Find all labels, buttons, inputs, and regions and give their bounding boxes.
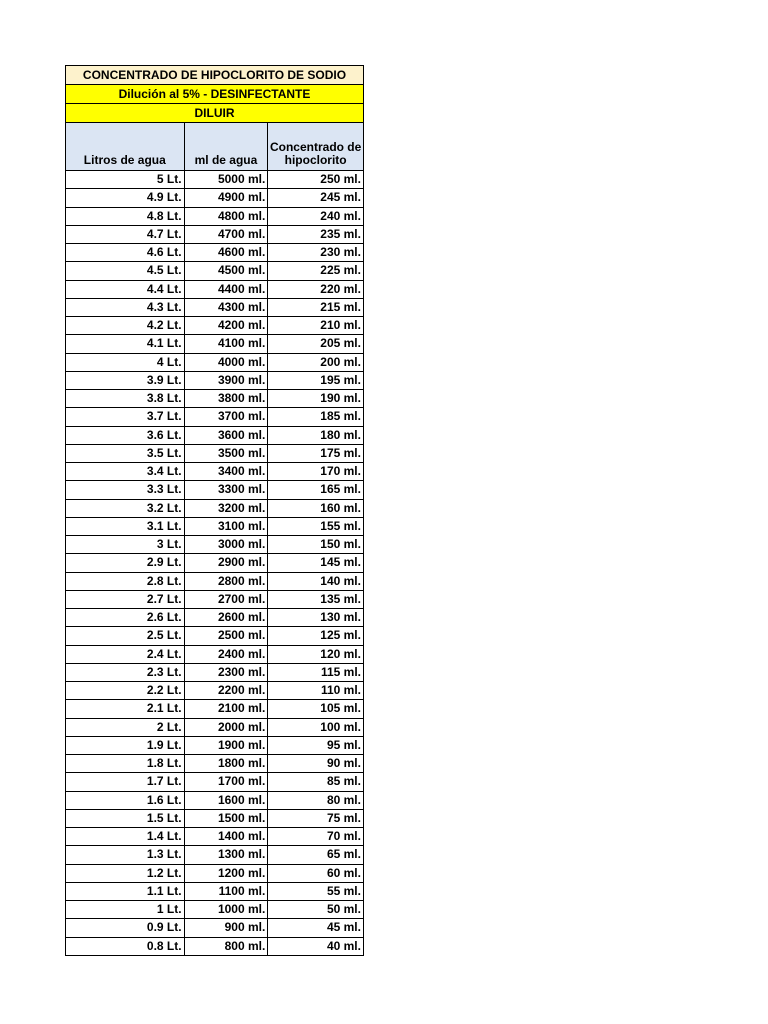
cell-ml: 3100 ml.	[185, 518, 269, 536]
table-row	[66, 317, 364, 335]
cell-litros: 4.9 Lt.	[66, 189, 185, 207]
cell-ml: 4000 ml.	[185, 354, 269, 372]
cell-ml: 4900 ml.	[185, 189, 269, 207]
cell-litros: 3.1 Lt.	[66, 518, 185, 536]
table-row	[66, 354, 364, 372]
table-row	[66, 810, 364, 828]
cell-ml: 1000 ml.	[185, 901, 269, 919]
cell-litros: 4 Lt.	[66, 354, 185, 372]
cell-litros: 5 Lt.	[66, 171, 185, 189]
table-row	[66, 408, 364, 426]
table-title: CONCENTRADO DE HIPOCLORITO DE SODIO	[66, 66, 364, 85]
cell-litros: 1.9 Lt.	[66, 737, 185, 755]
cell-litros: 4.8 Lt.	[66, 208, 185, 226]
cell-litros: 2.3 Lt.	[66, 664, 185, 682]
column-header-concentrado: Concentrado de hipoclorito	[268, 123, 364, 171]
cell-concentrado: 55 ml.	[268, 883, 364, 901]
cell-litros: 3 Lt.	[66, 536, 185, 554]
cell-ml: 2000 ml.	[185, 719, 269, 737]
cell-litros: 3.3 Lt.	[66, 481, 185, 499]
cell-concentrado: 205 ml.	[268, 335, 364, 353]
cell-concentrado: 105 ml.	[268, 700, 364, 718]
table-row	[66, 281, 364, 299]
cell-ml: 1300 ml.	[185, 846, 269, 864]
cell-ml: 4100 ml.	[185, 335, 269, 353]
cell-concentrado: 240 ml.	[268, 208, 364, 226]
column-headers	[66, 123, 364, 171]
cell-concentrado: 190 ml.	[268, 390, 364, 408]
table-row	[66, 299, 364, 317]
table-row	[66, 755, 364, 773]
cell-concentrado: 145 ml.	[268, 554, 364, 572]
cell-litros: 3.4 Lt.	[66, 463, 185, 481]
cell-concentrado: 220 ml.	[268, 281, 364, 299]
cell-litros: 1.6 Lt.	[66, 792, 185, 810]
cell-ml: 3900 ml.	[185, 372, 269, 390]
cell-concentrado: 200 ml.	[268, 354, 364, 372]
table-body	[66, 171, 364, 956]
table-row	[66, 226, 364, 244]
cell-concentrado: 195 ml.	[268, 372, 364, 390]
cell-concentrado: 70 ml.	[268, 828, 364, 846]
table-row	[66, 792, 364, 810]
cell-ml: 3200 ml.	[185, 500, 269, 518]
cell-concentrado: 140 ml.	[268, 573, 364, 591]
cell-litros: 4.7 Lt.	[66, 226, 185, 244]
cell-litros: 3.9 Lt.	[66, 372, 185, 390]
cell-concentrado: 95 ml.	[268, 737, 364, 755]
cell-ml: 2100 ml.	[185, 700, 269, 718]
cell-litros: 3.5 Lt.	[66, 445, 185, 463]
table-row	[66, 463, 364, 481]
table-row	[66, 609, 364, 627]
cell-litros: 4.3 Lt.	[66, 299, 185, 317]
cell-litros: 4.1 Lt.	[66, 335, 185, 353]
cell-litros: 4.6 Lt.	[66, 244, 185, 262]
table-row	[66, 737, 364, 755]
cell-litros: 2 Lt.	[66, 719, 185, 737]
cell-concentrado: 65 ml.	[268, 846, 364, 864]
table-row	[66, 828, 364, 846]
cell-concentrado: 80 ml.	[268, 792, 364, 810]
cell-ml: 4500 ml.	[185, 262, 269, 280]
cell-concentrado: 170 ml.	[268, 463, 364, 481]
dilution-table	[65, 65, 364, 956]
cell-concentrado: 155 ml.	[268, 518, 364, 536]
cell-ml: 3600 ml.	[185, 427, 269, 445]
cell-litros: 2.9 Lt.	[66, 554, 185, 572]
cell-ml: 3000 ml.	[185, 536, 269, 554]
cell-ml: 1700 ml.	[185, 773, 269, 791]
cell-litros: 1 Lt.	[66, 901, 185, 919]
table-row	[66, 646, 364, 664]
cell-concentrado: 235 ml.	[268, 226, 364, 244]
cell-litros: 2.8 Lt.	[66, 573, 185, 591]
cell-ml: 2500 ml.	[185, 627, 269, 645]
cell-concentrado: 115 ml.	[268, 664, 364, 682]
cell-litros: 3.8 Lt.	[66, 390, 185, 408]
cell-concentrado: 180 ml.	[268, 427, 364, 445]
table-row	[66, 171, 364, 189]
cell-ml: 1500 ml.	[185, 810, 269, 828]
cell-litros: 4.5 Lt.	[66, 262, 185, 280]
table-row	[66, 518, 364, 536]
table-row	[66, 865, 364, 883]
cell-litros: 3.6 Lt.	[66, 427, 185, 445]
table-row	[66, 390, 364, 408]
cell-concentrado: 185 ml.	[268, 408, 364, 426]
cell-ml: 2800 ml.	[185, 573, 269, 591]
table-row	[66, 189, 364, 207]
cell-litros: 1.5 Lt.	[66, 810, 185, 828]
table-row	[66, 554, 364, 572]
table-row	[66, 536, 364, 554]
cell-litros: 1.8 Lt.	[66, 755, 185, 773]
column-header-litros: Litros de agua	[66, 123, 185, 171]
cell-concentrado: 110 ml.	[268, 682, 364, 700]
cell-ml: 2600 ml.	[185, 609, 269, 627]
table-row	[66, 500, 364, 518]
cell-ml: 3700 ml.	[185, 408, 269, 426]
cell-litros: 2.2 Lt.	[66, 682, 185, 700]
cell-ml: 3800 ml.	[185, 390, 269, 408]
cell-litros: 2.6 Lt.	[66, 609, 185, 627]
cell-ml: 4300 ml.	[185, 299, 269, 317]
table-row	[66, 700, 364, 718]
cell-concentrado: 50 ml.	[268, 901, 364, 919]
cell-concentrado: 120 ml.	[268, 646, 364, 664]
cell-litros: 0.8 Lt.	[66, 938, 185, 956]
table-row	[66, 262, 364, 280]
cell-litros: 2.4 Lt.	[66, 646, 185, 664]
cell-ml: 4200 ml.	[185, 317, 269, 335]
table-row	[66, 627, 364, 645]
cell-ml: 1100 ml.	[185, 883, 269, 901]
cell-litros: 2.7 Lt.	[66, 591, 185, 609]
cell-litros: 4.4 Lt.	[66, 281, 185, 299]
cell-concentrado: 60 ml.	[268, 865, 364, 883]
table-row	[66, 427, 364, 445]
table-row	[66, 682, 364, 700]
cell-ml: 1800 ml.	[185, 755, 269, 773]
cell-litros: 2.5 Lt.	[66, 627, 185, 645]
cell-concentrado: 245 ml.	[268, 189, 364, 207]
table-row	[66, 883, 364, 901]
cell-concentrado: 165 ml.	[268, 481, 364, 499]
cell-concentrado: 135 ml.	[268, 591, 364, 609]
table-row	[66, 719, 364, 737]
cell-concentrado: 45 ml.	[268, 919, 364, 937]
cell-ml: 3300 ml.	[185, 481, 269, 499]
cell-litros: 1.3 Lt.	[66, 846, 185, 864]
cell-ml: 4400 ml.	[185, 281, 269, 299]
cell-concentrado: 75 ml.	[268, 810, 364, 828]
cell-ml: 2700 ml.	[185, 591, 269, 609]
table-subtitle: Dilución al 5% - DESINFECTANTE	[66, 85, 364, 104]
table-row	[66, 372, 364, 390]
cell-concentrado: 125 ml.	[268, 627, 364, 645]
cell-ml: 3400 ml.	[185, 463, 269, 481]
cell-concentrado: 225 ml.	[268, 262, 364, 280]
table-row	[66, 664, 364, 682]
cell-ml: 4700 ml.	[185, 226, 269, 244]
cell-ml: 4800 ml.	[185, 208, 269, 226]
column-header-ml: ml de agua	[185, 123, 269, 171]
cell-concentrado: 175 ml.	[268, 445, 364, 463]
cell-litros: 2.1 Lt.	[66, 700, 185, 718]
cell-concentrado: 230 ml.	[268, 244, 364, 262]
cell-ml: 2200 ml.	[185, 682, 269, 700]
table-row	[66, 938, 364, 956]
table-row	[66, 208, 364, 226]
cell-ml: 3500 ml.	[185, 445, 269, 463]
cell-litros: 0.9 Lt.	[66, 919, 185, 937]
cell-litros: 1.2 Lt.	[66, 865, 185, 883]
cell-ml: 1600 ml.	[185, 792, 269, 810]
cell-litros: 1.4 Lt.	[66, 828, 185, 846]
cell-concentrado: 90 ml.	[268, 755, 364, 773]
cell-ml: 1200 ml.	[185, 865, 269, 883]
table-row	[66, 573, 364, 591]
cell-ml: 1400 ml.	[185, 828, 269, 846]
cell-ml: 900 ml.	[185, 919, 269, 937]
cell-concentrado: 160 ml.	[268, 500, 364, 518]
cell-concentrado: 150 ml.	[268, 536, 364, 554]
cell-litros: 1.1 Lt.	[66, 883, 185, 901]
cell-ml: 5000 ml.	[185, 171, 269, 189]
cell-concentrado: 100 ml.	[268, 719, 364, 737]
cell-concentrado: 210 ml.	[268, 317, 364, 335]
table-row	[66, 335, 364, 353]
cell-ml: 2900 ml.	[185, 554, 269, 572]
table-row	[66, 901, 364, 919]
table-row	[66, 481, 364, 499]
cell-ml: 1900 ml.	[185, 737, 269, 755]
table-row	[66, 591, 364, 609]
cell-concentrado: 85 ml.	[268, 773, 364, 791]
cell-concentrado: 215 ml.	[268, 299, 364, 317]
cell-litros: 3.2 Lt.	[66, 500, 185, 518]
table-row	[66, 919, 364, 937]
cell-ml: 4600 ml.	[185, 244, 269, 262]
cell-concentrado: 130 ml.	[268, 609, 364, 627]
table-row	[66, 773, 364, 791]
cell-litros: 3.7 Lt.	[66, 408, 185, 426]
cell-ml: 2300 ml.	[185, 664, 269, 682]
cell-concentrado: 40 ml.	[268, 938, 364, 956]
table-row	[66, 244, 364, 262]
table-row	[66, 846, 364, 864]
cell-concentrado: 250 ml.	[268, 171, 364, 189]
cell-litros: 1.7 Lt.	[66, 773, 185, 791]
cell-litros: 4.2 Lt.	[66, 317, 185, 335]
cell-ml: 800 ml.	[185, 938, 269, 956]
table-row	[66, 445, 364, 463]
cell-ml: 2400 ml.	[185, 646, 269, 664]
table-label: DILUIR	[66, 104, 364, 123]
